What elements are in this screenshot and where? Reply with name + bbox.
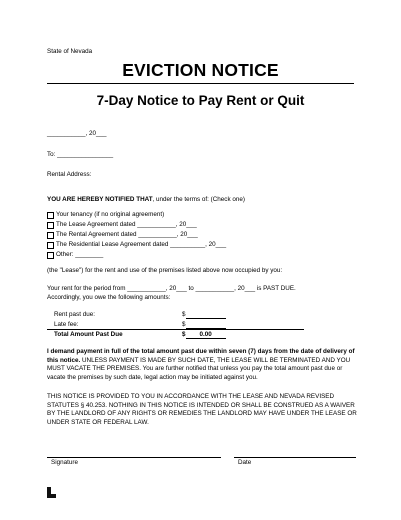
state-label: State of Nevada [47, 48, 93, 55]
date-label: Date [238, 459, 252, 466]
demand-paragraph [47, 348, 357, 382]
option-label: Other: ________ [56, 251, 104, 258]
checkbox-rental-agreement[interactable] [47, 232, 54, 239]
option-label: Your tenancy (if no original agreement) [56, 211, 165, 218]
late-fee-label: Late fee: [54, 321, 79, 328]
rent-past-due-value[interactable]: $ [182, 311, 186, 318]
checkbox-other[interactable] [47, 252, 54, 259]
late-fee-value[interactable]: $ [182, 321, 186, 328]
option-label: The Residential Lease Agreement dated __________, 20___ [56, 241, 227, 248]
total-underline [186, 338, 226, 339]
total-label: Total Amount Past Due [54, 331, 123, 338]
checkbox-residential-lease[interactable] [47, 242, 54, 249]
checkbox-lease-agreement[interactable] [47, 222, 54, 229]
rent-period-line[interactable]: Your rent for the period from ___________, 20___ to ___________, 20___ is PAST DUE. [47, 285, 296, 292]
rent-past-due-underline [186, 318, 226, 319]
rent-past-due-label: Rent past due: [54, 311, 95, 318]
notified-rest: , under the terms of: (Check one) [152, 196, 245, 203]
signature-label: Signature [51, 459, 78, 466]
checkbox-tenancy[interactable] [47, 212, 54, 219]
to-line[interactable]: To: ________________ [47, 151, 114, 158]
total-value: $ 0.00 [182, 331, 212, 338]
signature-line[interactable] [47, 457, 221, 458]
notified-line [47, 196, 245, 204]
rental-address-label: Rental Address: [47, 171, 92, 178]
document-subtitle: 7-Day Notice to Pay Rent or Quit [96, 93, 305, 108]
option-label: The Rental Agreement dated ___________, 20___ [56, 231, 198, 238]
date-signature-line[interactable] [234, 457, 356, 458]
lease-line: (the "Lease") for the rent and use of the premises listed above now occupied by you: [47, 267, 283, 274]
document-title: EVICTION NOTICE [122, 60, 279, 80]
title-divider [47, 83, 354, 84]
owe-line: Accordingly, you owe the following amounts: [47, 294, 171, 301]
legal-paragraph: THIS NOTICE IS PROVIDED TO YOU IN ACCORDANCE WITH THE LEASE AND NEVADA REVISED STATUTES § 40.253. NOTHING IN THIS NOTICE IS INTENDED OR SHALL BE CONSTRUED AS A WAIVER BY THE LANDLORD OF ANY RIGHTS OR REMEDIES THE LANDLORD MAY HAVE UNDER THE LEASE OR UNDER STATE OR FEDERAL LAW. [47, 393, 357, 426]
legal-templates-logo-icon [47, 487, 56, 498]
notified-bold: YOU ARE HEREBY NOTIFIED THAT [47, 196, 153, 203]
date-line[interactable]: ___________, 20___ [47, 130, 107, 137]
demand-rest: UNLESS PAYMENT IS MADE BY SUCH DATE, THE LEASE WILL BE TERMINATED AND YOU MUST VACATE THE PREMISES. You are further notified that unless you pay the total amount past due or vacate the premises by such date, legal action may be initiated against you. [47, 356, 351, 381]
option-label: The Lease Agreement dated ___________, 20___ [56, 221, 197, 228]
demand-bold: I demand payment in full of the total amount past due within seven (7) days from the date of delivery of this notice. [47, 348, 355, 364]
total-top-rule [47, 329, 304, 330]
